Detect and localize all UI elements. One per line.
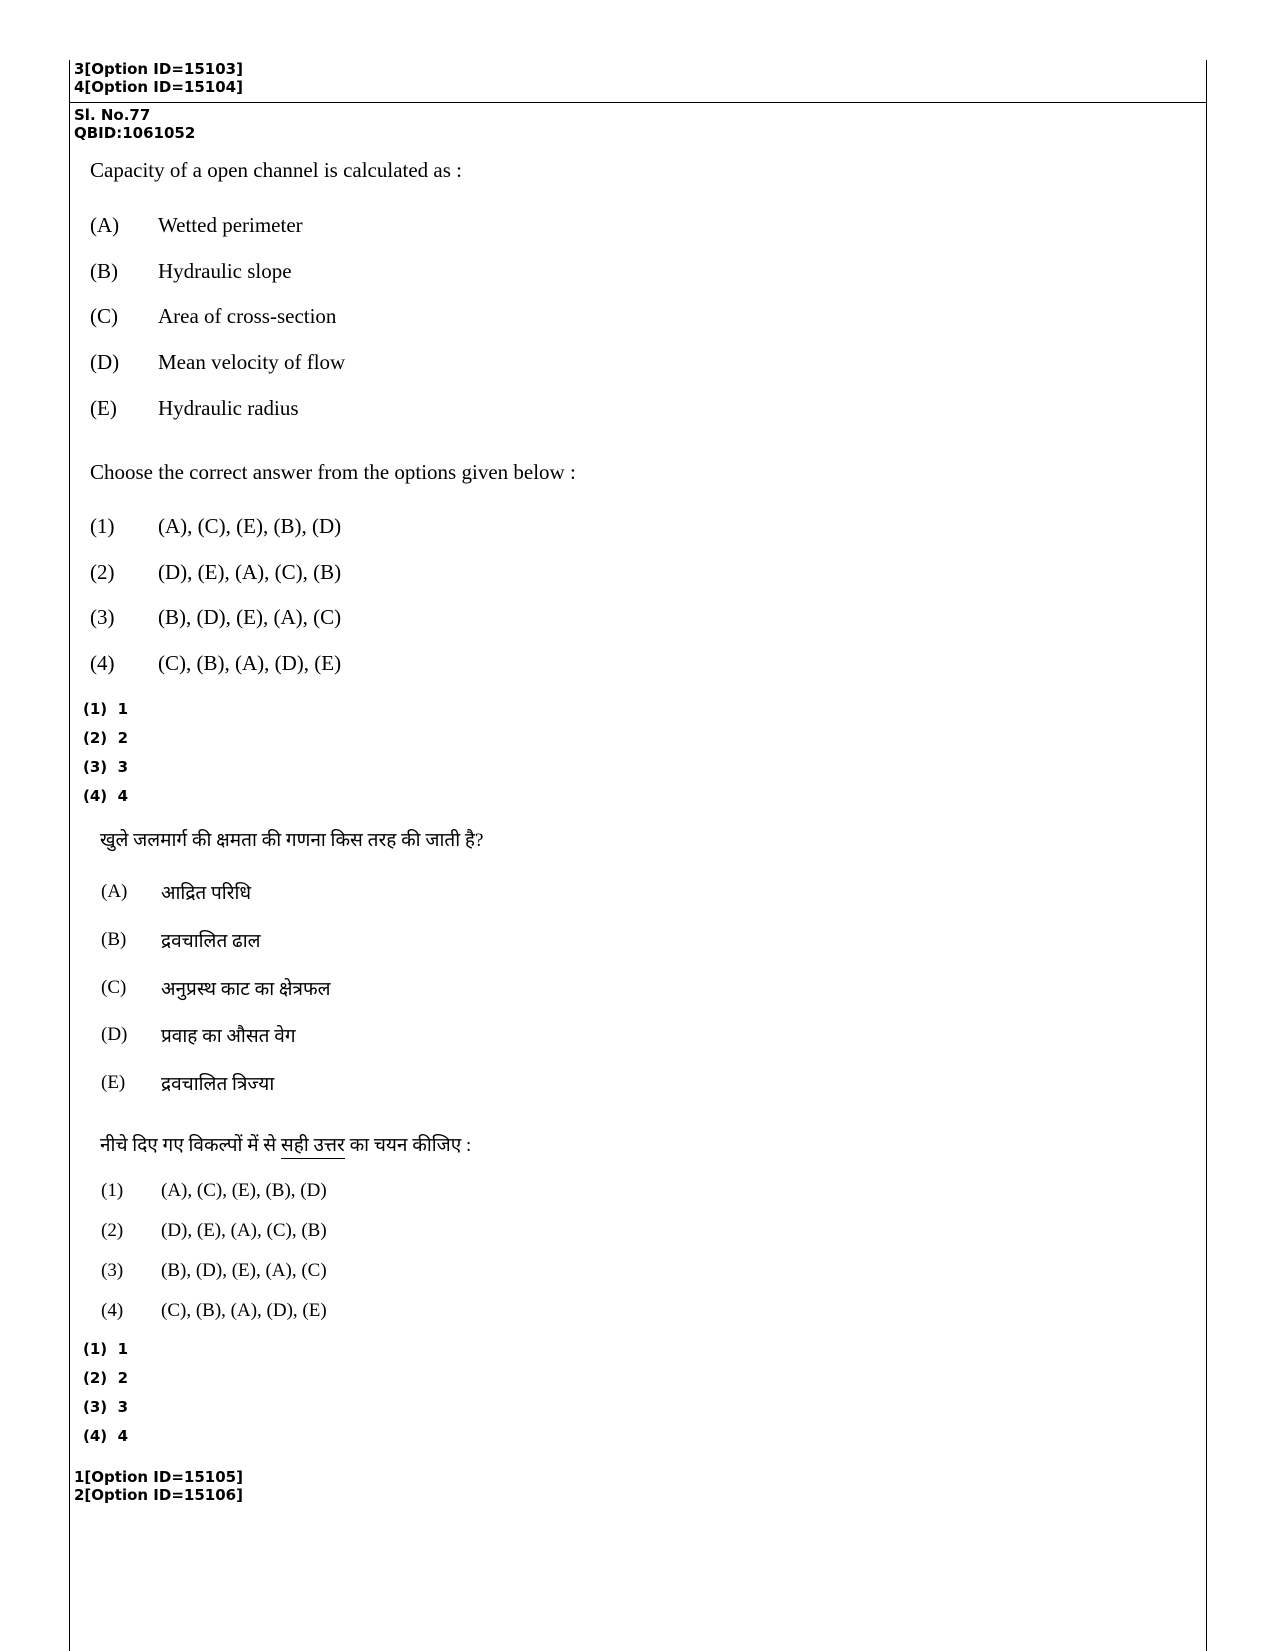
answer-option-3: (3) 3 [83,758,129,776]
item-text: Mean velocity of flow [158,350,346,374]
item-label: (A) [101,881,128,902]
choice-text: (D), (E), (A), (C), (B) [161,1220,327,1241]
item-text: Area of cross-section [158,304,337,328]
answer-option-4: (4) 4 [83,1427,129,1445]
item-label: (E) [90,396,117,420]
choice-text: (A), (C), (E), (B), (D) [158,514,342,538]
item-label: (C) [90,304,118,328]
header-option-id-4: 4[Option ID=15104] [74,78,243,96]
qbid: QBID:1061052 [74,124,196,142]
item-label: (D) [90,350,120,374]
answer-option-3: (3) 3 [83,1398,129,1416]
choice-text: (C), (B), (A), (D), (E) [161,1300,327,1321]
choice-text: (C), (B), (A), (D), (E) [158,651,342,675]
item-text: द्रवचालित ढाल [161,931,261,952]
item-text: अनुप्रस्थ काट का क्षेत्रफल [161,979,331,1000]
instruction-hindi-pre: नीचे दिए गए विकल्पों में से [100,1135,281,1156]
choice-label: (3) [90,605,115,629]
item-label: (D) [101,1024,128,1045]
item-label: (E) [101,1072,126,1093]
instruction-english: Choose the correct answer from the options given below : [90,460,576,484]
item-text: Hydraulic radius [158,396,299,420]
page-border-right [1206,60,1207,1651]
answer-option-2: (2) 2 [83,729,129,747]
choice-label: (1) [90,514,115,538]
choice-text: (B), (D), (E), (A), (C) [161,1260,327,1281]
item-text: आद्रित परिधि [161,883,252,904]
answer-option-1: (1) 1 [83,700,129,718]
choice-text: (B), (D), (E), (A), (C) [158,605,342,629]
instruction-hindi-underlined: सही उत्तर [281,1135,345,1159]
choice-label: (4) [90,651,115,675]
answer-option-2: (2) 2 [83,1369,129,1387]
header-option-id-3: 3[Option ID=15103] [74,60,243,78]
footer-option-id-1: 1[Option ID=15105] [74,1468,243,1486]
section-divider [69,102,1207,103]
choice-label: (4) [101,1300,124,1321]
choice-text: (D), (E), (A), (C), (B) [158,560,342,584]
item-text: द्रवचालित त्रिज्या [161,1074,275,1095]
choice-label: (2) [90,560,115,584]
footer-option-id-2: 2[Option ID=15106] [74,1486,243,1504]
item-text: Hydraulic slope [158,259,292,283]
choice-label: (2) [101,1220,124,1241]
choice-label: (1) [101,1180,124,1201]
answer-option-4: (4) 4 [83,787,129,805]
page-border-left [69,60,70,1651]
instruction-hindi-post: का चयन कीजिए : [344,1135,472,1156]
serial-number: Sl. No.77 [74,106,151,124]
item-label: (A) [90,213,120,237]
item-label: (B) [101,929,127,950]
instruction-hindi [100,1131,471,1157]
choice-text: (A), (C), (E), (B), (D) [161,1180,327,1201]
item-label: (C) [101,977,127,998]
item-text: Wetted perimeter [158,213,303,237]
item-text: प्रवाह का औसत वेग [161,1026,296,1047]
choice-label: (3) [101,1260,124,1281]
question-text-english: Capacity of a open channel is calculated as : [90,158,463,182]
item-label: (B) [90,259,118,283]
question-text-hindi: खुले जलमार्ग की क्षमता की गणना किस तरह की जाती है? [100,830,484,851]
answer-option-1: (1) 1 [83,1340,129,1358]
